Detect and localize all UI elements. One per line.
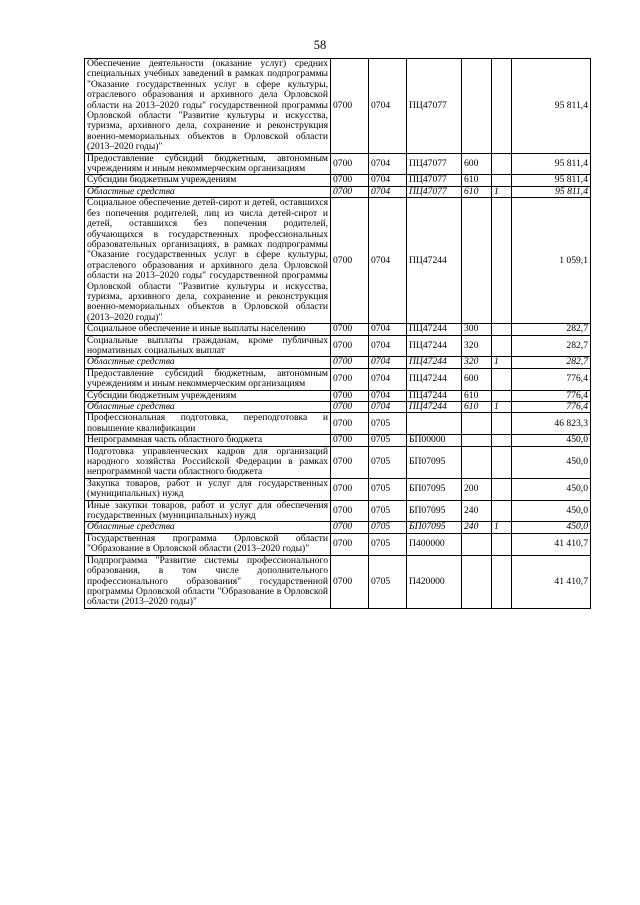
amount: 282,7 <box>512 357 591 368</box>
amount: 95 811,4 <box>512 59 591 154</box>
amount: 450,0 <box>512 478 591 500</box>
target-article-code: П420000 <box>407 555 462 608</box>
amount: 776,4 <box>512 368 591 390</box>
table-row <box>85 368 591 390</box>
section-code: 0700 <box>331 59 369 154</box>
row-description: Социальное обеспечение и иные выплаты населению <box>85 324 331 335</box>
table-row <box>85 413 591 435</box>
section-code: 0700 <box>331 402 369 413</box>
subsection-code: 0704 <box>369 186 407 197</box>
table-row <box>85 555 591 608</box>
table-row <box>85 478 591 500</box>
target-article-code: ПЦ47244 <box>407 335 462 357</box>
subsection-code: 0705 <box>369 446 407 478</box>
funding-source-code <box>492 500 512 522</box>
table-row <box>85 335 591 357</box>
row-description: Социальное обеспечение детей-сирот и детей, оставшихся без попечения родителей, лиц из числа детей-сирот и детей, оставшихся без попечения родителей, обучающихся в государственных профессиональных образовательных организациях, в рамках подпрограммы "Оказание государственных услуг в сфере культуры, отраслевого образования и архивного дела Орловской области на 2013–2020 годы" государственной программы Орловской области "Развитие культуры и искусства, туризма, архивного дела, сохранение и реконструкция военно-мемориальных объектов в Орловской области (2013–2020 годы)" <box>85 198 331 324</box>
row-description: Государственная программа Орловской области "Образование в Орловской области (2013–2020 годы)" <box>85 533 331 555</box>
expense-type-code <box>462 533 492 555</box>
funding-source-code <box>492 413 512 435</box>
expense-type-code: 600 <box>462 368 492 390</box>
amount: 46 823,3 <box>512 413 591 435</box>
funding-source-code <box>492 324 512 335</box>
row-description: Иные закупки товаров, работ и услуг для обеспечения государственных (муниципальных) нужд <box>85 500 331 522</box>
funding-source-code <box>492 175 512 186</box>
subsection-code: 0705 <box>369 413 407 435</box>
section-code: 0700 <box>331 500 369 522</box>
expense-type-code <box>462 413 492 435</box>
section-code: 0700 <box>331 555 369 608</box>
target-article-code: ПЦ47244 <box>407 198 462 324</box>
table-row <box>85 175 591 186</box>
amount: 450,0 <box>512 435 591 446</box>
table-row <box>85 533 591 555</box>
target-article-code <box>407 413 462 435</box>
section-code: 0700 <box>331 153 369 175</box>
table-row <box>85 402 591 413</box>
subsection-code: 0704 <box>369 324 407 335</box>
section-code: 0700 <box>331 198 369 324</box>
expense-type-code <box>462 198 492 324</box>
row-description: Областные средства <box>85 522 331 533</box>
target-article-code: ПЦ47244 <box>407 368 462 390</box>
funding-source-code <box>492 435 512 446</box>
section-code: 0700 <box>331 446 369 478</box>
amount: 41 410,7 <box>512 555 591 608</box>
table-row <box>85 324 591 335</box>
row-description: Областные средства <box>85 402 331 413</box>
amount: 95 811,4 <box>512 153 591 175</box>
row-description: Предоставление субсидий бюджетным, автономным учреждениям и иным некоммерческим организациям <box>85 153 331 175</box>
section-code: 0700 <box>331 413 369 435</box>
table-row <box>85 59 591 154</box>
expense-type-code: 610 <box>462 390 492 401</box>
amount: 95 811,4 <box>512 186 591 197</box>
table-row <box>85 522 591 533</box>
expense-type-code: 610 <box>462 186 492 197</box>
funding-source-code <box>492 446 512 478</box>
subsection-code: 0704 <box>369 390 407 401</box>
amount: 450,0 <box>512 522 591 533</box>
section-code: 0700 <box>331 324 369 335</box>
expense-type-code: 610 <box>462 402 492 413</box>
amount: 450,0 <box>512 446 591 478</box>
section-code: 0700 <box>331 435 369 446</box>
target-article-code: ПЦ47077 <box>407 175 462 186</box>
expense-type-code: 320 <box>462 335 492 357</box>
expense-type-code <box>462 446 492 478</box>
row-description: Подпрограмма "Развитие системы профессионального образования, в том числе дополнительного профессионального образования" государственной программы Орловской области "Образование в Орловской области (2013–2020 годы)" <box>85 555 331 608</box>
section-code: 0700 <box>331 533 369 555</box>
target-article-code: ПЦ47244 <box>407 402 462 413</box>
target-article-code: ПЦ47077 <box>407 186 462 197</box>
expense-type-code: 320 <box>462 357 492 368</box>
target-article-code: БП07095 <box>407 522 462 533</box>
target-article-code: ПЦ47244 <box>407 324 462 335</box>
table-row <box>85 357 591 368</box>
row-description: Социальные выплаты гражданам, кроме публичных нормативных социальных выплат <box>85 335 331 357</box>
section-code: 0700 <box>331 478 369 500</box>
funding-source-code: 1 <box>492 186 512 197</box>
amount: 41 410,7 <box>512 533 591 555</box>
funding-source-code <box>492 198 512 324</box>
row-description: Закупка товаров, работ и услуг для государственных (муниципальных) нужд <box>85 478 331 500</box>
section-code: 0700 <box>331 175 369 186</box>
funding-source-code <box>492 368 512 390</box>
table-row <box>85 186 591 197</box>
subsection-code: 0705 <box>369 500 407 522</box>
amount: 95 811,4 <box>512 175 591 186</box>
expense-type-code <box>462 435 492 446</box>
row-description: Субсидии бюджетным учреждениям <box>85 175 331 186</box>
target-article-code: БП00000 <box>407 435 462 446</box>
amount: 776,4 <box>512 390 591 401</box>
subsection-code: 0705 <box>369 533 407 555</box>
subsection-code: 0704 <box>369 153 407 175</box>
funding-source-code <box>492 153 512 175</box>
table-row <box>85 198 591 324</box>
table-row <box>85 435 591 446</box>
subsection-code: 0704 <box>369 175 407 186</box>
target-article-code: ПЦ47077 <box>407 153 462 175</box>
row-description: Областные средства <box>85 186 331 197</box>
expense-type-code: 240 <box>462 522 492 533</box>
funding-source-code <box>492 478 512 500</box>
page-number: 58 <box>313 38 327 52</box>
row-description: Субсидии бюджетным учреждениям <box>85 390 331 401</box>
expense-type-code: 240 <box>462 500 492 522</box>
amount: 282,7 <box>512 335 591 357</box>
expense-type-code: 610 <box>462 175 492 186</box>
section-code: 0700 <box>331 357 369 368</box>
subsection-code: 0705 <box>369 522 407 533</box>
row-description: Обеспечение деятельности (оказание услуг) средних специальных учебных заведений в рамках подпрограммы "Оказание государственных услуг в сфере культуры, отраслевого образования и архивного дела Орловской области на 2013–2020 годы" государственной программы Орловской области "Развитие культуры и искусства, туризма, архивного дела, сохранение и реконструкция военно-мемориальных объектов в Орловской области (2013–2020 годы)" <box>85 59 331 154</box>
expense-type-code: 200 <box>462 478 492 500</box>
target-article-code: ПЦ47077 <box>407 59 462 154</box>
section-code: 0700 <box>331 186 369 197</box>
funding-source-code <box>492 335 512 357</box>
subsection-code: 0704 <box>369 368 407 390</box>
subsection-code: 0704 <box>369 198 407 324</box>
funding-source-code: 1 <box>492 522 512 533</box>
target-article-code: БП07095 <box>407 500 462 522</box>
funding-source-code <box>492 390 512 401</box>
expense-type-code: 600 <box>462 153 492 175</box>
amount: 450,0 <box>512 500 591 522</box>
funding-source-code: 1 <box>492 357 512 368</box>
funding-source-code <box>492 555 512 608</box>
row-description: Областные средства <box>85 357 331 368</box>
subsection-code: 0705 <box>369 555 407 608</box>
target-article-code: ПЦ47244 <box>407 390 462 401</box>
expense-type-code: 300 <box>462 324 492 335</box>
expense-type-code <box>462 59 492 154</box>
table-row <box>85 446 591 478</box>
subsection-code: 0704 <box>369 335 407 357</box>
table-row <box>85 500 591 522</box>
subsection-code: 0704 <box>369 59 407 154</box>
target-article-code: БП07095 <box>407 478 462 500</box>
row-description: Профессиональная подготовка, переподготовка и повышение квалификации <box>85 413 331 435</box>
amount: 776,4 <box>512 402 591 413</box>
target-article-code: БП07095 <box>407 446 462 478</box>
table-row <box>85 390 591 401</box>
expense-type-code <box>462 555 492 608</box>
amount: 1 059,1 <box>512 198 591 324</box>
budget-table-body <box>85 59 591 609</box>
row-description: Предоставление субсидий бюджетным, автономным учреждениям и иным некоммерческим организациям <box>85 368 331 390</box>
row-description: Непрограммная часть областного бюджета <box>85 435 331 446</box>
funding-source-code <box>492 59 512 154</box>
section-code: 0700 <box>331 368 369 390</box>
section-code: 0700 <box>331 522 369 533</box>
subsection-code: 0704 <box>369 357 407 368</box>
section-code: 0700 <box>331 335 369 357</box>
target-article-code: П400000 <box>407 533 462 555</box>
budget-table <box>84 58 591 609</box>
target-article-code: ПЦ47244 <box>407 357 462 368</box>
amount: 282,7 <box>512 324 591 335</box>
funding-source-code <box>492 533 512 555</box>
subsection-code: 0704 <box>369 402 407 413</box>
section-code: 0700 <box>331 390 369 401</box>
row-description: Подготовка управленческих кадров для организаций народного хозяйства Российской Федерации в рамках непрограммной части областного бюджета <box>85 446 331 478</box>
subsection-code: 0705 <box>369 478 407 500</box>
subsection-code: 0705 <box>369 435 407 446</box>
table-row <box>85 153 591 175</box>
funding-source-code: 1 <box>492 402 512 413</box>
